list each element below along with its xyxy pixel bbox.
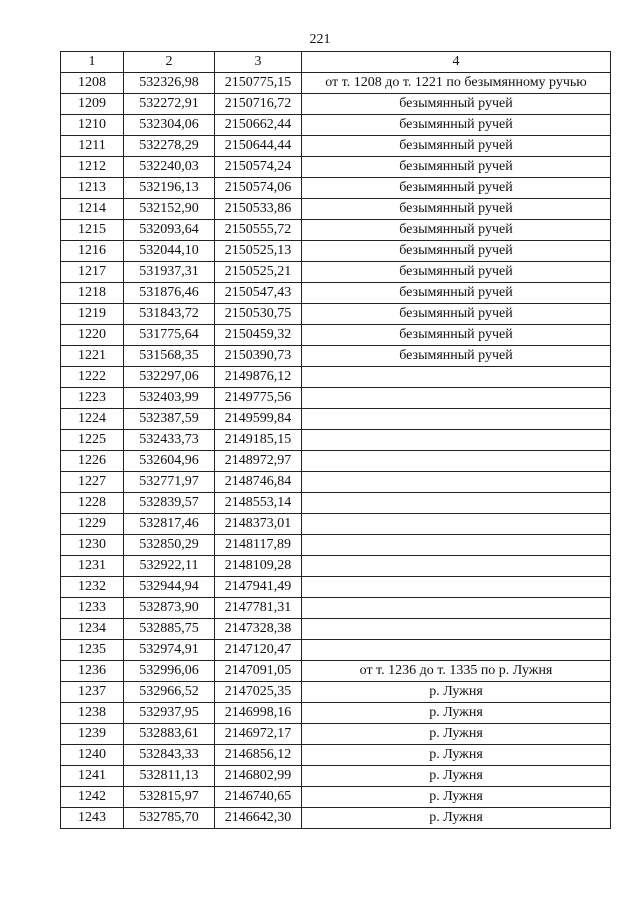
cell-description xyxy=(302,409,611,430)
cell-x-coordinate: 532937,95 xyxy=(124,703,215,724)
cell-y-coordinate: 2146998,16 xyxy=(215,703,302,724)
cell-x-coordinate: 531937,31 xyxy=(124,262,215,283)
cell-description: безымянный ручей xyxy=(302,136,611,157)
cell-y-coordinate: 2149876,12 xyxy=(215,367,302,388)
table-row xyxy=(61,136,611,157)
table-row xyxy=(61,283,611,304)
cell-y-coordinate: 2150530,75 xyxy=(215,304,302,325)
cell-y-coordinate: 2150775,15 xyxy=(215,73,302,94)
cell-y-coordinate: 2146740,65 xyxy=(215,787,302,808)
table-row xyxy=(61,472,611,493)
table-row xyxy=(61,766,611,787)
cell-point-number: 1217 xyxy=(61,262,124,283)
cell-description: безымянный ручей xyxy=(302,94,611,115)
cell-description xyxy=(302,598,611,619)
cell-y-coordinate: 2147781,31 xyxy=(215,598,302,619)
column-header-y-coordinate: 3 xyxy=(215,52,302,73)
cell-point-number: 1236 xyxy=(61,661,124,682)
cell-point-number: 1208 xyxy=(61,73,124,94)
cell-x-coordinate: 532785,70 xyxy=(124,808,215,829)
cell-y-coordinate: 2150644,44 xyxy=(215,136,302,157)
cell-description xyxy=(302,640,611,661)
cell-point-number: 1239 xyxy=(61,724,124,745)
cell-point-number: 1211 xyxy=(61,136,124,157)
cell-description xyxy=(302,556,611,577)
cell-description: безымянный ручей xyxy=(302,115,611,136)
cell-point-number: 1212 xyxy=(61,157,124,178)
cell-description xyxy=(302,367,611,388)
cell-point-number: 1213 xyxy=(61,178,124,199)
cell-description xyxy=(302,619,611,640)
cell-description: безымянный ручей xyxy=(302,262,611,283)
cell-x-coordinate: 532815,97 xyxy=(124,787,215,808)
table-row xyxy=(61,430,611,451)
cell-y-coordinate: 2147941,49 xyxy=(215,577,302,598)
cell-description: безымянный ручей xyxy=(302,241,611,262)
cell-point-number: 1226 xyxy=(61,451,124,472)
cell-description xyxy=(302,514,611,535)
page-number: 221 xyxy=(309,32,331,47)
cell-point-number: 1238 xyxy=(61,703,124,724)
column-header-x-coordinate: 2 xyxy=(124,52,215,73)
cell-description: безымянный ручей xyxy=(302,220,611,241)
cell-point-number: 1209 xyxy=(61,94,124,115)
cell-description: р. Лужня xyxy=(302,682,611,703)
cell-y-coordinate: 2148373,01 xyxy=(215,514,302,535)
cell-point-number: 1227 xyxy=(61,472,124,493)
cell-x-coordinate: 532604,96 xyxy=(124,451,215,472)
cell-x-coordinate: 532974,91 xyxy=(124,640,215,661)
cell-y-coordinate: 2150459,32 xyxy=(215,325,302,346)
cell-y-coordinate: 2150547,43 xyxy=(215,283,302,304)
table-row xyxy=(61,94,611,115)
cell-point-number: 1222 xyxy=(61,367,124,388)
cell-x-coordinate: 532044,10 xyxy=(124,241,215,262)
cell-x-coordinate: 532922,11 xyxy=(124,556,215,577)
table-row xyxy=(61,220,611,241)
cell-x-coordinate: 532152,90 xyxy=(124,199,215,220)
table-row xyxy=(61,556,611,577)
cell-point-number: 1228 xyxy=(61,493,124,514)
cell-description: р. Лужня xyxy=(302,808,611,829)
table-row xyxy=(61,388,611,409)
cell-x-coordinate: 532885,75 xyxy=(124,619,215,640)
cell-description xyxy=(302,388,611,409)
cell-description xyxy=(302,493,611,514)
cell-y-coordinate: 2148553,14 xyxy=(215,493,302,514)
cell-y-coordinate: 2149775,56 xyxy=(215,388,302,409)
cell-x-coordinate: 532883,61 xyxy=(124,724,215,745)
cell-description: безымянный ручей xyxy=(302,157,611,178)
table-body xyxy=(61,73,611,829)
cell-point-number: 1221 xyxy=(61,346,124,367)
cell-point-number: 1242 xyxy=(61,787,124,808)
table-row xyxy=(61,745,611,766)
cell-point-number: 1241 xyxy=(61,766,124,787)
table-row xyxy=(61,787,611,808)
table-row xyxy=(61,682,611,703)
table-row xyxy=(61,535,611,556)
cell-x-coordinate: 532093,64 xyxy=(124,220,215,241)
cell-x-coordinate: 532771,97 xyxy=(124,472,215,493)
cell-x-coordinate: 532240,03 xyxy=(124,157,215,178)
table-row xyxy=(61,115,611,136)
cell-point-number: 1235 xyxy=(61,640,124,661)
cell-description: безымянный ручей xyxy=(302,178,611,199)
cell-y-coordinate: 2146972,17 xyxy=(215,724,302,745)
table-row xyxy=(61,178,611,199)
cell-point-number: 1233 xyxy=(61,598,124,619)
cell-x-coordinate: 531775,64 xyxy=(124,325,215,346)
cell-x-coordinate: 532996,06 xyxy=(124,661,215,682)
cell-x-coordinate: 532297,06 xyxy=(124,367,215,388)
table-row xyxy=(61,661,611,682)
cell-point-number: 1210 xyxy=(61,115,124,136)
cell-y-coordinate: 2146802,99 xyxy=(215,766,302,787)
cell-y-coordinate: 2150716,72 xyxy=(215,94,302,115)
cell-point-number: 1223 xyxy=(61,388,124,409)
table-row xyxy=(61,73,611,94)
cell-description: безымянный ручей xyxy=(302,304,611,325)
table-row xyxy=(61,619,611,640)
cell-description xyxy=(302,472,611,493)
cell-y-coordinate: 2146642,30 xyxy=(215,808,302,829)
cell-y-coordinate: 2149599,84 xyxy=(215,409,302,430)
cell-y-coordinate: 2148117,89 xyxy=(215,535,302,556)
cell-y-coordinate: 2147328,38 xyxy=(215,619,302,640)
cell-x-coordinate: 532304,06 xyxy=(124,115,215,136)
cell-x-coordinate: 532196,13 xyxy=(124,178,215,199)
cell-x-coordinate: 531568,35 xyxy=(124,346,215,367)
table-row xyxy=(61,199,611,220)
cell-x-coordinate: 531843,72 xyxy=(124,304,215,325)
cell-description xyxy=(302,535,611,556)
cell-point-number: 1232 xyxy=(61,577,124,598)
table-row xyxy=(61,325,611,346)
cell-x-coordinate: 532326,98 xyxy=(124,73,215,94)
cell-y-coordinate: 2150533,86 xyxy=(215,199,302,220)
cell-x-coordinate: 532817,46 xyxy=(124,514,215,535)
cell-point-number: 1230 xyxy=(61,535,124,556)
cell-x-coordinate: 532403,99 xyxy=(124,388,215,409)
cell-y-coordinate: 2150555,72 xyxy=(215,220,302,241)
cell-description: р. Лужня xyxy=(302,724,611,745)
column-header-point-number: 1 xyxy=(61,52,124,73)
cell-x-coordinate: 532433,73 xyxy=(124,430,215,451)
cell-y-coordinate: 2150390,73 xyxy=(215,346,302,367)
cell-description: безымянный ручей xyxy=(302,346,611,367)
coordinates-table xyxy=(60,51,611,829)
cell-x-coordinate: 532966,52 xyxy=(124,682,215,703)
cell-x-coordinate: 532839,57 xyxy=(124,493,215,514)
table-row xyxy=(61,304,611,325)
cell-point-number: 1243 xyxy=(61,808,124,829)
cell-description xyxy=(302,430,611,451)
cell-point-number: 1220 xyxy=(61,325,124,346)
table-row xyxy=(61,703,611,724)
cell-x-coordinate: 532387,59 xyxy=(124,409,215,430)
cell-y-coordinate: 2148109,28 xyxy=(215,556,302,577)
cell-point-number: 1218 xyxy=(61,283,124,304)
table-row xyxy=(61,241,611,262)
cell-x-coordinate: 532811,13 xyxy=(124,766,215,787)
cell-y-coordinate: 2150662,44 xyxy=(215,115,302,136)
table-row xyxy=(61,640,611,661)
cell-y-coordinate: 2149185,15 xyxy=(215,430,302,451)
column-header-description: 4 xyxy=(302,52,611,73)
table-row xyxy=(61,409,611,430)
cell-y-coordinate: 2147091,05 xyxy=(215,661,302,682)
cell-point-number: 1240 xyxy=(61,745,124,766)
cell-description: от т. 1208 до т. 1221 по безымянному ручью xyxy=(302,73,611,94)
cell-point-number: 1237 xyxy=(61,682,124,703)
cell-y-coordinate: 2150525,21 xyxy=(215,262,302,283)
table-row xyxy=(61,262,611,283)
cell-description: р. Лужня xyxy=(302,766,611,787)
cell-description: р. Лужня xyxy=(302,745,611,766)
table-row xyxy=(61,367,611,388)
cell-point-number: 1231 xyxy=(61,556,124,577)
cell-description: безымянный ручей xyxy=(302,325,611,346)
cell-x-coordinate: 532873,90 xyxy=(124,598,215,619)
cell-description: от т. 1236 до т. 1335 по р. Лужня xyxy=(302,661,611,682)
table-row xyxy=(61,724,611,745)
cell-point-number: 1234 xyxy=(61,619,124,640)
cell-y-coordinate: 2148972,97 xyxy=(215,451,302,472)
table-row xyxy=(61,598,611,619)
table-row xyxy=(61,493,611,514)
cell-x-coordinate: 531876,46 xyxy=(124,283,215,304)
cell-point-number: 1215 xyxy=(61,220,124,241)
cell-description xyxy=(302,451,611,472)
cell-point-number: 1216 xyxy=(61,241,124,262)
cell-y-coordinate: 2146856,12 xyxy=(215,745,302,766)
cell-x-coordinate: 532272,91 xyxy=(124,94,215,115)
table-row xyxy=(61,808,611,829)
cell-description xyxy=(302,577,611,598)
cell-description: р. Лужня xyxy=(302,703,611,724)
cell-point-number: 1214 xyxy=(61,199,124,220)
table-row xyxy=(61,157,611,178)
cell-y-coordinate: 2150525,13 xyxy=(215,241,302,262)
cell-y-coordinate: 2147120,47 xyxy=(215,640,302,661)
cell-y-coordinate: 2150574,06 xyxy=(215,178,302,199)
cell-point-number: 1224 xyxy=(61,409,124,430)
table-row xyxy=(61,577,611,598)
cell-point-number: 1225 xyxy=(61,430,124,451)
cell-description: р. Лужня xyxy=(302,787,611,808)
table-row xyxy=(61,514,611,535)
cell-point-number: 1219 xyxy=(61,304,124,325)
cell-y-coordinate: 2147025,35 xyxy=(215,682,302,703)
cell-point-number: 1229 xyxy=(61,514,124,535)
table-row xyxy=(61,346,611,367)
cell-x-coordinate: 532278,29 xyxy=(124,136,215,157)
cell-description: безымянный ручей xyxy=(302,283,611,304)
cell-y-coordinate: 2148746,84 xyxy=(215,472,302,493)
cell-y-coordinate: 2150574,24 xyxy=(215,157,302,178)
table-header-row xyxy=(61,52,611,73)
cell-x-coordinate: 532850,29 xyxy=(124,535,215,556)
cell-x-coordinate: 532944,94 xyxy=(124,577,215,598)
cell-x-coordinate: 532843,33 xyxy=(124,745,215,766)
table-row xyxy=(61,451,611,472)
cell-description: безымянный ручей xyxy=(302,199,611,220)
